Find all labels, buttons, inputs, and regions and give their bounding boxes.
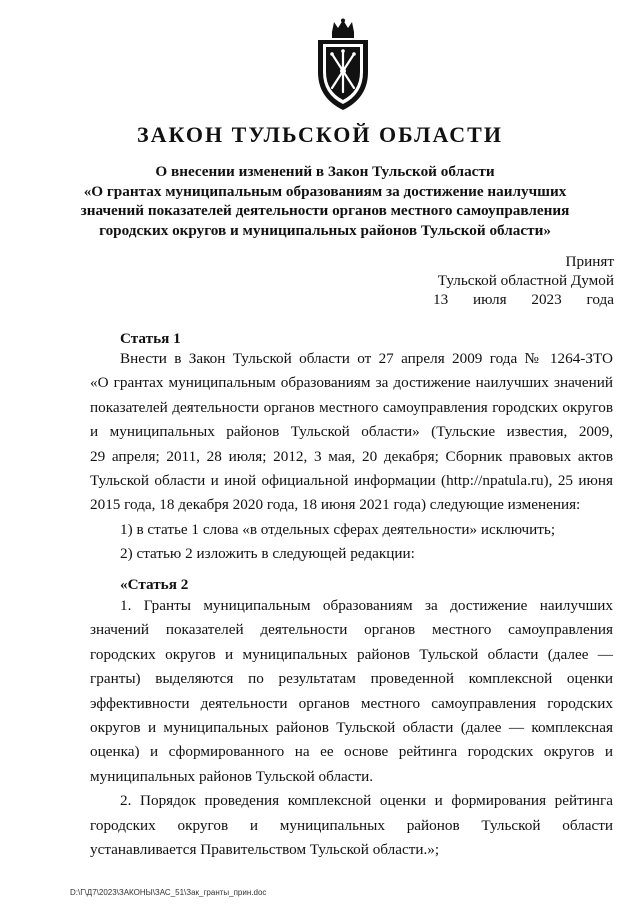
subtitle-line: значений показателей деятельности органов местного самоуправления xyxy=(80,202,570,219)
paragraph-line: городских округов и муниципальных районов Тульской области xyxy=(90,816,613,834)
paragraph-line: Внести в Закон Тульской области от 27 апреля 2009 года № 1264-ЗТО xyxy=(120,350,613,367)
amendment-item-1: 1) в статье 1 слова «в отдельных сферах деятельности» исключить; xyxy=(120,520,556,538)
file-path-footer: D:\Г\Д7\2023\ЗАКОНЫ\ЗАС_51\Зак_гранты_прин.doc xyxy=(70,888,267,897)
adoption-info xyxy=(433,252,614,309)
paragraph-line: оценка) и сформированного на ее основе рейтинга городских округов и xyxy=(90,743,613,761)
paragraph-line: городских округов и муниципальных районов Тульской области (далее — xyxy=(90,645,613,663)
article-2-body xyxy=(90,594,613,862)
adopted-label: Принят xyxy=(565,253,614,270)
adoption-day: 13 xyxy=(433,291,449,308)
amendment-item-2: 2) статью 2 изложить в следующей редакции: xyxy=(120,545,415,563)
law-title: ЗАКОН ТУЛЬСКОЙ ОБЛАСТИ xyxy=(137,122,503,147)
subtitle-line: О внесении изменений в Закон Тульской области xyxy=(155,163,495,180)
article-1-heading: Статья 1 xyxy=(120,330,181,347)
paragraph-line: устанавливается Правительством Тульской области.»; xyxy=(90,840,440,858)
adoption-year-word: года xyxy=(586,291,614,308)
paragraph-line: показателей деятельности органов местного самоуправления городских округов xyxy=(90,398,613,416)
paragraph-line: «О грантах муниципальным образованиям за достижение наилучших значений xyxy=(90,374,613,392)
paragraph-line: 1. Гранты муниципальным образованиям за достижение наилучших xyxy=(120,597,613,614)
adopted-by: Тульской областной Думой xyxy=(437,272,614,289)
article-2-heading: «Статья 2 xyxy=(120,576,189,593)
paragraph-line: 2015 года, 18 декабря 2020 года, 18 июня 2021 года) следующие изменения: xyxy=(90,496,581,514)
adoption-date xyxy=(433,290,614,309)
adoption-month: июля xyxy=(472,291,507,308)
paragraph-line: гранты) выделяются по результатам проведенной комплексной оценки xyxy=(90,670,613,688)
paragraph-line: Тульской области и иной официальной информации (http://npatula.ru), 25 июня xyxy=(90,471,613,489)
paragraph-line: округов и муниципальных районов Тульской области (далее — комплексная xyxy=(90,718,613,736)
paragraph-line: 2. Порядок проведения комплексной оценки и формирования рейтинга xyxy=(120,792,613,810)
law-subtitle xyxy=(60,162,590,240)
coat-of-arms-emblem xyxy=(310,18,376,114)
subtitle-line: «О грантах муниципальным образованиям за достижение наилучших xyxy=(83,182,567,200)
subtitle-line: городских округов и муниципальных районов Тульской области» xyxy=(99,221,551,239)
paragraph-line: и муниципальных районов Тульской области» (Тульские известия, 2009, xyxy=(90,423,613,441)
paragraph-line: значений показателей деятельности органов местного самоуправления xyxy=(90,621,613,639)
paragraph-line: эффективности деятельности органов местного самоуправления городских xyxy=(90,694,613,712)
adoption-year: 2023 xyxy=(531,291,562,308)
paragraph-line: муниципальных районов Тульской области. xyxy=(90,767,374,785)
paragraph-line: 29 апреля; 2011, 28 июля; 2012, 3 мая, 20 декабря; Сборник правовых актов xyxy=(90,447,613,465)
article-1-body xyxy=(90,347,613,567)
